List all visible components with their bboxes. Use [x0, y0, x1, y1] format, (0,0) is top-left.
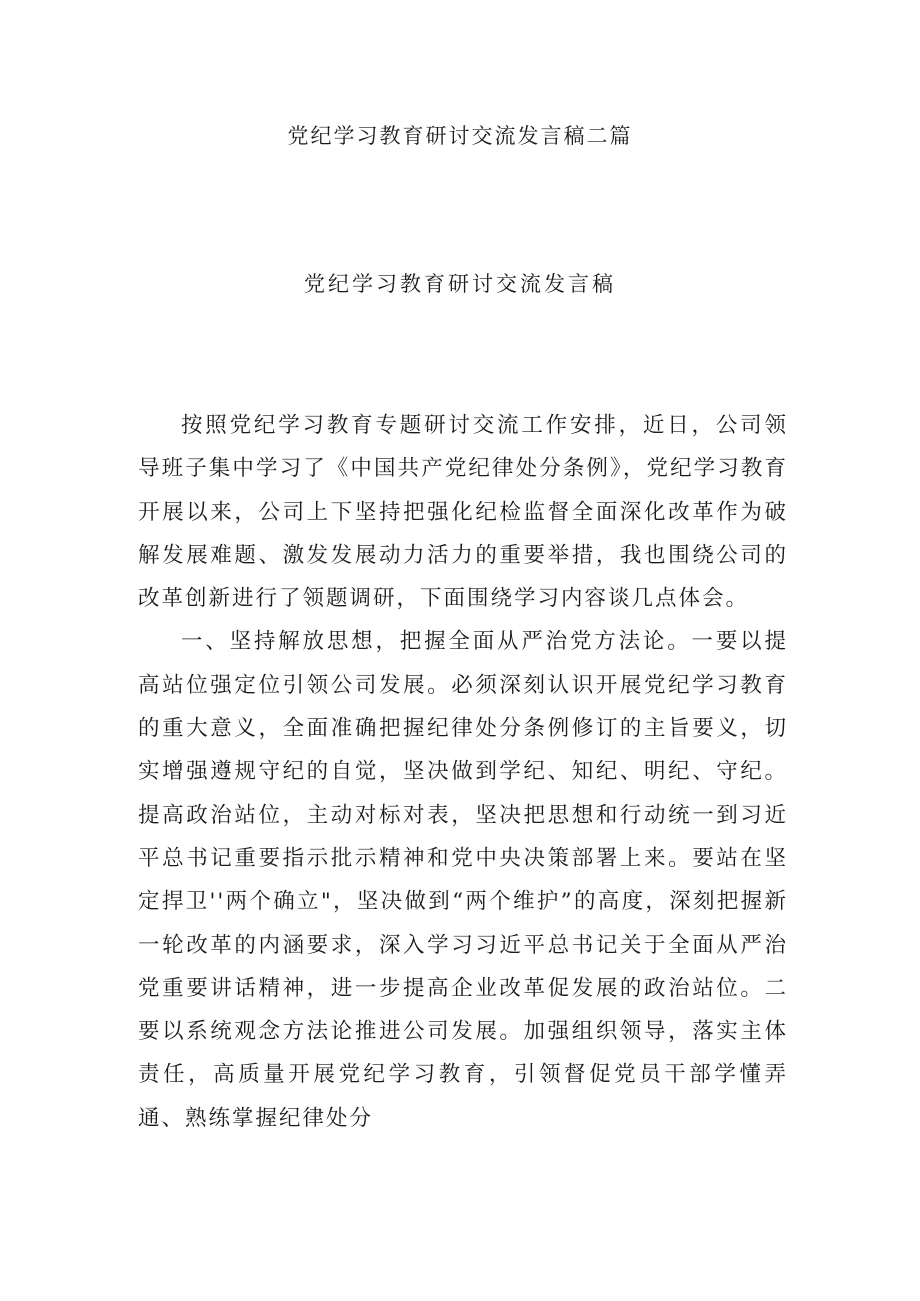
- document-title: 党纪学习教育研讨交流发言稿二篇: [287, 124, 633, 148]
- paragraph-section-one: 一、坚持解放思想，把握全面从严治党方法论。一要以提高站位强定位引领公司发展。必须深刻认识开展党纪学习教育的重大意义，全面准确把握纪律处分条例修订的主旨要义，切实增强遵规守纪的自觉，坚决做到学纪、知纪、明纪、守纪。提高政治站位，主动对标对表，坚决把思想和行动统一到习近平总书记重要指示批示精神和党中央决策部署上来。要站在坚定捍卫''两个确立"，坚决做到“两个维护”的高度，深刻把握新一轮改革的内涵要求，深入学习习近平总书记关于全面从严治党重要讲话精神，进一步提高企业改革促发展的政治站位。二要以系统观念方法论推进公司发展。加强组织领导，落实主体责任，高质量开展党纪学习教育，引领督促党员干部学懂弄通、熟练掌握纪律处分: [138, 629, 788, 1131]
- document-body: [138, 404, 788, 1140]
- document-subtitle: 党纪学习教育研讨交流发言稿: [304, 272, 616, 296]
- paragraph-intro: 按照党纪学习教育专题研讨交流工作安排，近日，公司领导班子集中学习了《中国共产党纪律处分条例》，党纪学习教育开展以来，公司上下坚持把强化纪检监督全面深化改革作为破解发展难题、激发发展动力活力的重要举措，我也围绕公司的改革创新进行了领题调研，下面围绕学习内容谈几点体会。: [138, 413, 788, 612]
